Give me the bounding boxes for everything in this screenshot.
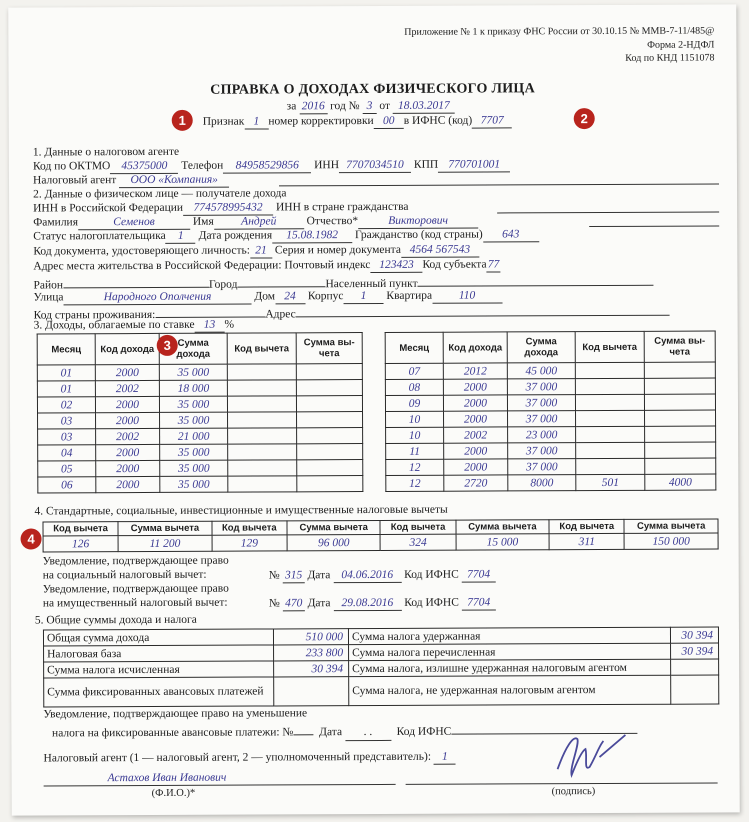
income-cell: 37 000 (508, 443, 576, 459)
income-row (386, 410, 716, 427)
address-index-line: Адрес места жительства в Российской Федерации: Почтовый индекс 123423 Код субъекта77 (33, 258, 500, 273)
totals-label: Сумма налога перечисленная (349, 643, 671, 660)
income-cell (297, 444, 363, 460)
totals-label: Налоговая база (44, 645, 274, 662)
doc-series-value: 4564 567543 (401, 243, 479, 258)
income-row (38, 444, 363, 461)
deduction-value: 15 000 (456, 534, 550, 550)
income-cell: 2000 (443, 395, 507, 411)
agent-codes-line: Код по ОКТМО 45375000 Телефон 84958529856 ИНН 7707034510 КПП 770701001 (33, 157, 510, 174)
marker-4-icon: 4 (21, 528, 42, 549)
income-cell (645, 426, 716, 442)
document-line: Код документа, удостоверяющего личность: 21 Серия и номер документа 4564 567543 (33, 243, 479, 260)
income-cell: 04 (38, 445, 96, 461)
income-cell: 37 000 (507, 395, 575, 411)
income-cell (297, 412, 363, 428)
totals-label: Сумма налога, излишне удержанная налоговым агентом (349, 659, 671, 676)
person-inn-line: ИНН в Российской Федерации 774578995432 ИНН в стране гражданства (33, 200, 409, 215)
page-title: СПРАВКА О ДОХОДАХ ФИЗИЧЕСКОГО ЛИЦА (210, 81, 536, 98)
income-cell: 23 000 (508, 427, 576, 443)
deduction-value: 11 200 (118, 535, 212, 551)
income-cell: 05 (38, 461, 96, 477)
totals-value (671, 659, 719, 675)
tax-form-sheet (8, 4, 740, 815)
income-cell (228, 428, 297, 444)
agent-type-value: 1 (434, 750, 456, 765)
deduction-value: 311 (549, 533, 624, 549)
income-cell: 2000 (444, 411, 508, 427)
form-code: Форма 2-НДФЛ (647, 39, 715, 51)
deduction-value: 96 000 (287, 534, 381, 550)
notice-advance: Уведомление, подтверждающее право на уменьшение налога на фиксированные авансовые платежи: № Дата . . Код ИФНС (43, 705, 637, 743)
tax-rate-value: 13 (195, 318, 225, 333)
ifns-code-value: 7707 (472, 113, 512, 128)
n1-number-value: 315 (283, 568, 305, 583)
totals-value (274, 677, 349, 706)
notice-property: Уведомление, подтверждающее право на имущественный налоговый вычет: (42, 582, 229, 609)
income-cell: 37 000 (508, 411, 576, 427)
notice-social: Уведомление, подтверждающее право на социальный налоговый вычет: (42, 554, 229, 581)
deduction-header: Код вычета (43, 522, 118, 536)
income-row (385, 362, 715, 379)
cert-number-value: 3 (362, 99, 376, 114)
income-cell: 2002 (444, 427, 508, 443)
deduction-header: Код вычета (549, 519, 624, 533)
income-cell (645, 458, 716, 474)
knd-code: Код по КНД 1151078 (625, 52, 715, 64)
residence-line: Код страны проживания: Адрес (34, 302, 670, 323)
col-income-sum: Сумма дохода (507, 332, 575, 363)
income-cell: 08 (385, 379, 443, 395)
totals-label: Сумма налога удержанная (348, 627, 670, 644)
agent-name-value: ООО «Компания» (119, 173, 229, 188)
citizenship-value: 643 (483, 227, 539, 242)
income-cell (644, 394, 715, 410)
col-deduction-sum: Сумма вы-чета (644, 331, 715, 362)
first-name-value: Андрей (214, 214, 304, 229)
income-cell (227, 364, 296, 380)
district-line: Район Город Населенный пункт (33, 272, 653, 293)
totals-label: Сумма фиксированных авансовых платежей (44, 677, 274, 707)
income-cell: 8000 (508, 475, 576, 491)
income-cell: 12 (386, 475, 444, 491)
income-cell (644, 378, 715, 394)
income-cell (297, 460, 363, 476)
income-row (38, 476, 363, 493)
income-cell: 2000 (444, 459, 508, 475)
income-cell (575, 378, 644, 394)
agent-inn-value: 7707034510 (339, 158, 411, 173)
income-cell (645, 442, 716, 458)
street-value: Народного Ополчения (63, 290, 251, 306)
income-cell: 35 000 (159, 364, 227, 380)
income-row (38, 412, 363, 429)
oktmo-value: 45375000 (110, 159, 178, 174)
fio-label: (Ф.И.О.)* (151, 787, 196, 799)
col-deduction-code: Код вычета (575, 331, 644, 362)
income-cell: 2000 (443, 379, 507, 395)
income-cell (228, 460, 297, 476)
income-cell (296, 364, 362, 380)
income-cell: 35 000 (160, 444, 228, 460)
deduction-header: Сумма вычета (624, 519, 718, 533)
marker-1-icon: 1 (172, 110, 193, 131)
income-cell: 2000 (96, 444, 160, 460)
deduction-header: Сумма вычета (287, 520, 381, 534)
totals-row (44, 675, 719, 707)
totals-label: Сумма налога, не удержанная налоговым агентом (349, 675, 671, 705)
deduction-header: Код вычета (380, 520, 455, 534)
col-income-code: Код дохода (443, 332, 507, 363)
income-cell (228, 412, 297, 428)
marker-2-icon: 2 (574, 108, 595, 129)
income-cell: 2000 (95, 396, 159, 412)
agent-name-line: Налоговый агент ООО «Компания» (33, 173, 229, 189)
col-income-code: Код дохода (95, 333, 159, 364)
income-cell: 18 000 (159, 380, 227, 396)
totals-label: Общая сумма дохода (43, 629, 273, 646)
deduction-header: Сумма вычета (118, 521, 212, 535)
kpp-value: 770701001 (438, 157, 510, 172)
income-cell: 03 (38, 413, 96, 429)
phone-value: 84958529856 (223, 158, 311, 173)
income-row (386, 474, 716, 491)
status-birth-line: Статус налогоплательщика 1 Дата рождения 15.08.1982 Гражданство (код страны) 643 (33, 227, 539, 244)
income-cell: 4000 (645, 474, 716, 490)
income-cell: 12 (386, 459, 444, 475)
signature-icon (551, 727, 631, 785)
income-cell: 2000 (96, 460, 160, 476)
totals-value: 233 800 (274, 645, 349, 661)
income-cell: 01 (37, 365, 95, 381)
income-cell (576, 426, 645, 442)
section5-heading: 5. Общие суммы дохода и налога (34, 613, 197, 627)
income-cell: 2000 (95, 364, 159, 380)
income-row (386, 442, 716, 459)
signature-label: (подпись) (551, 786, 596, 798)
income-cell: 07 (385, 363, 443, 379)
n1-date-value: 04.06.2016 (333, 568, 401, 583)
cert-date-value: 18.03.2017 (393, 99, 455, 114)
col-month: Месяц (385, 332, 443, 363)
notice-property-fields: № 470 Дата 29.08.2016 Код ИФНС 7704 (269, 595, 496, 611)
income-row (38, 428, 363, 445)
income-cell: 35 000 (160, 412, 228, 428)
section2-heading: 2. Данные о физическом лице — получателе дохода (33, 187, 287, 201)
income-cell: 35 000 (160, 476, 228, 492)
income-cell (228, 476, 297, 492)
section4-heading: 4. Стандартные, социальные, инвестиционные и имущественные налоговые вычеты (34, 503, 448, 518)
birth-date-value: 15.08.1982 (272, 228, 352, 243)
person-inn-value: 774578995432 (183, 200, 273, 215)
totals-value: 30 394 (671, 643, 719, 659)
house-value: 24 (275, 289, 305, 304)
income-table-right (385, 331, 717, 492)
income-cell (297, 428, 363, 444)
income-cell (576, 458, 645, 474)
street-line: Улица Народного Ополчения Дом 24 Корпус 1 Квартира 110 (33, 288, 502, 305)
income-cell: 02 (37, 397, 95, 413)
income-cell: 11 (386, 443, 444, 459)
notice-social-fields: № 315 Дата 04.06.2016 Код ИФНС 7704 (269, 567, 496, 583)
income-cell: 45 000 (507, 363, 575, 379)
income-row (385, 394, 715, 411)
income-cell: 2000 (96, 412, 160, 428)
col-deduction-sum: Сумма вы-чета (296, 333, 362, 364)
appendix-text: Приложение № 1 к приказу ФНС России от 30.10.15 № ММВ-7-11/485@ (404, 25, 715, 38)
income-cell: 2002 (95, 380, 159, 396)
col-income-sum: Сумма дохода (159, 333, 227, 364)
col-deduction-code: Код вычета (227, 333, 296, 364)
income-cell: 37 000 (507, 379, 575, 395)
income-cell: 09 (385, 395, 443, 411)
income-row (37, 364, 362, 381)
n1-ifns-value: 7704 (462, 567, 496, 582)
year-value: 2016 (299, 99, 327, 114)
deduction-header: Сумма вычета (456, 520, 550, 534)
income-cell: 2000 (96, 476, 160, 492)
priznak-line: Признак 1 номер корректировки 00 в ИФНС (код) 7707 (203, 113, 513, 129)
income-cell: 2002 (96, 428, 160, 444)
income-cell (644, 362, 715, 378)
deductions-table (42, 518, 718, 552)
income-cell (575, 394, 644, 410)
income-cell (227, 396, 296, 412)
income-cell (576, 442, 645, 458)
income-cell (575, 362, 644, 378)
fio-value: Астахов Иван Иванович (107, 771, 227, 785)
correction-value: 00 (374, 114, 404, 129)
income-cell: 501 (576, 474, 645, 490)
marker-3-icon: 3 (157, 335, 178, 356)
section3-heading: 3. Доходы, облагаемые по ставке 13 % (33, 318, 235, 332)
priznak-value: 1 (244, 114, 268, 129)
income-row (385, 378, 715, 395)
income-row (386, 458, 716, 475)
income-cell (296, 396, 362, 412)
income-cell (296, 380, 362, 396)
income-cell: 10 (386, 411, 444, 427)
income-cell: 10 (386, 427, 444, 443)
income-cell: 37 000 (508, 459, 576, 475)
totals-value (671, 675, 719, 704)
surname-value: Семенов (78, 215, 190, 230)
korpus-value: 1 (343, 289, 383, 304)
n2-number-value: 470 (283, 596, 305, 611)
income-cell: 35 000 (159, 396, 227, 412)
doc-code-value: 21 (250, 243, 272, 258)
income-cell: 2000 (444, 443, 508, 459)
income-cell: 01 (37, 381, 95, 397)
income-cell: 06 (38, 477, 96, 493)
income-table-left (37, 332, 364, 493)
person-name-line: Фамилия Семенов Имя Андрей Отчество* Викторович (33, 214, 478, 231)
certificate-number-line: за 2016 год № 3 от 18.03.2017 (287, 99, 455, 115)
income-cell: 35 000 (160, 460, 228, 476)
flat-value: 110 (432, 288, 502, 303)
income-cell (645, 410, 716, 426)
n2-ifns-value: 7704 (462, 595, 496, 610)
totals-table (43, 626, 719, 707)
region-code-value: 77 (487, 257, 501, 272)
totals-value: 30 394 (274, 661, 349, 677)
income-row (386, 426, 716, 443)
totals-label: Сумма налога исчисленная (44, 661, 274, 678)
patronymic-value: Викторович (358, 214, 478, 230)
status-value: 1 (166, 229, 196, 244)
section1-heading: 1. Данные о налоговом агенте (32, 145, 180, 159)
n2-date-value: 29.08.2016 (333, 596, 401, 611)
income-cell: 2720 (444, 475, 508, 491)
deduction-value: 150 000 (624, 533, 718, 549)
deduction-value: 324 (381, 534, 456, 550)
totals-value: 30 394 (670, 627, 718, 643)
income-cell (297, 476, 363, 492)
deduction-value: 126 (43, 536, 118, 552)
agent-type-line: Налоговый агент (1 — налоговый агент, 2 — уполномоченный представитель): 1 (43, 750, 455, 767)
income-cell: 21 000 (160, 428, 228, 444)
income-cell (227, 380, 296, 396)
col-month: Месяц (37, 334, 95, 365)
income-cell: 2012 (443, 363, 507, 379)
form-header (404, 25, 714, 67)
totals-value: 510 000 (273, 629, 348, 645)
deduction-header: Код вычета (212, 521, 287, 535)
income-cell (576, 410, 645, 426)
deduction-value: 129 (212, 535, 287, 551)
income-cell (228, 444, 297, 460)
postal-index-value: 123423 (370, 258, 422, 273)
income-row (37, 380, 362, 397)
income-row (38, 460, 363, 477)
income-row (37, 396, 362, 413)
income-cell: 03 (38, 429, 96, 445)
